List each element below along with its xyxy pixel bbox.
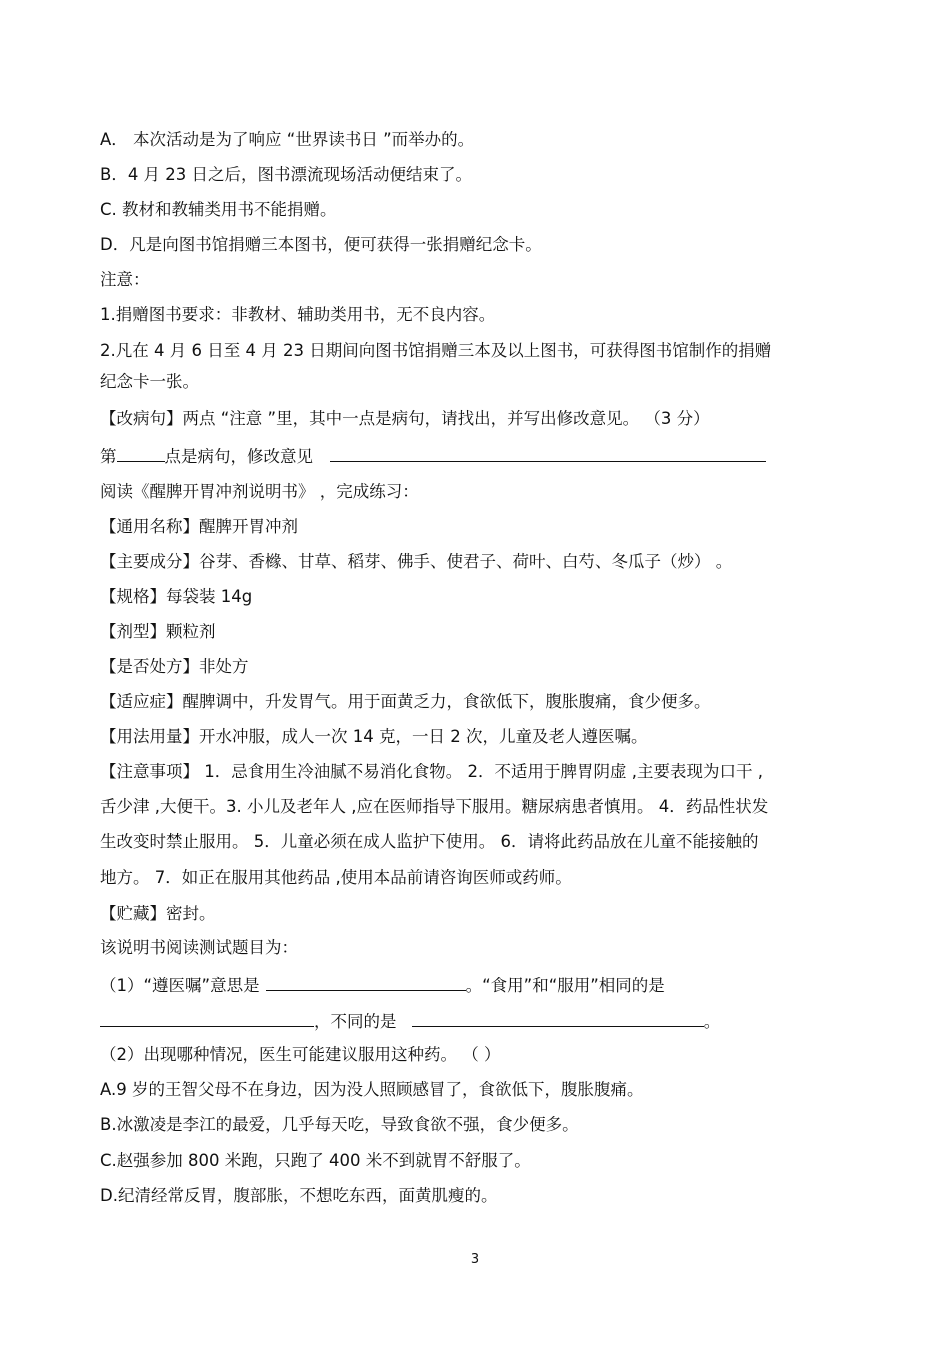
precautions-4: 地方。 7．如正在服用其他药品 ,使用本品前请咨询医师或药师。 [100, 868, 572, 887]
prescription-status: 【是否处方】非处方 [100, 657, 249, 676]
option-b: B．4 月 23 日之后，图书漂流现场活动便结束了。 [100, 165, 473, 184]
usage-dosage: 【用法用量】开水冲服，成人一次 14 克，一日 2 次，儿童及老人遵医嘱。 [100, 727, 648, 746]
question-2: （2）出现哪种情况，医生可能建议服用这种药。 （ ） [100, 1045, 501, 1064]
storage: 【贮藏】密封。 [100, 904, 216, 923]
blank-revision[interactable] [330, 443, 766, 462]
answer-prefix: 第 [100, 447, 117, 466]
blank-meaning[interactable] [266, 972, 466, 991]
notice-item-2: 2.凡在 4 月 6 日至 4 月 23 日期间向图书馆捐赠三本及以上图书，可获得图书馆制作的捐赠 [100, 341, 772, 360]
question-1-line-1 [100, 972, 860, 996]
generic-name: 【通用名称】醒脾开胃冲剂 [100, 517, 298, 536]
q1-part-b: 。“食用”和“服用”相同的是 [465, 976, 665, 995]
indications: 【适应症】醒脾调中，升发胃气。用于面黄乏力，食欲低下，腹胀腹痛，食少便多。 [100, 692, 711, 711]
answer-mid: 点是病句，修改意见 [164, 447, 313, 466]
option-c: C. 教材和教辅类用书不能捐赠。 [100, 200, 337, 219]
precautions-2: 舌少津 ,大便干。3. 小儿及老年人 ,应在医师指导下服用。糖尿病患者慎用。 4．药品性状发 [100, 797, 769, 816]
main-ingredients: 【主要成分】谷芽、香橼、甘草、稻芽、佛手、使君子、荷叶、白芍、冬瓜子（炒） 。 [100, 552, 733, 571]
precautions-1: 【注意事项】 1．忌食用生冷油腻不易消化食物。 2．不适用于脾胃阴虚 ,主要表现为口干 , [100, 762, 763, 781]
blank-different[interactable] [412, 1008, 704, 1027]
option-a: A． 本次活动是为了响应 “世界读书日 ”而举办的。 [100, 130, 475, 149]
q2-option-d: D.纪清经常反胃，腹部胀，不想吃东西，面黄肌瘦的。 [100, 1186, 498, 1205]
sentence-correction-question: 【改病句】两点 “注意 ”里，其中一点是病句，请找出，并写出修改意见。 （3 分） [100, 409, 710, 428]
blank-same[interactable] [100, 1008, 314, 1027]
notice-item-2-cont: 纪念卡一张。 [100, 372, 199, 391]
answer-line [100, 443, 860, 467]
notice-heading: 注意： [100, 270, 150, 289]
page-number: 3 [470, 1252, 480, 1267]
question-1-line-2 [100, 1008, 860, 1032]
dosage-form: 【剂型】颗粒剂 [100, 622, 216, 641]
precautions-3: 生改变时禁止服用。 5．儿童必须在成人监护下使用。 6．请将此药品放在儿童不能接触的 [100, 832, 759, 851]
reading-intro: 阅读《醒脾开胃冲剂说明书》 ，完成练习： [100, 482, 419, 501]
q2-option-c: C.赵强参加 800 米跑，只跑了 400 米不到就胃不舒服了。 [100, 1151, 531, 1170]
test-intro: 该说明书阅读测试题目为： [100, 938, 298, 957]
q2-option-a: A.9 岁的王智父母不在身边，因为没人照顾感冒了，食欲低下，腹胀腹痛。 [100, 1080, 644, 1099]
q1-part-c: ，不同的是 [314, 1012, 397, 1031]
q1-part-a: （1）“遵医嘱”意思是 [100, 976, 260, 995]
q1-part-d: 。 [703, 1012, 721, 1031]
option-d: D．凡是向图书馆捐赠三本图书，便可获得一张捐赠纪念卡。 [100, 235, 542, 254]
specification: 【规格】每袋装 14g [100, 587, 253, 606]
notice-item-1: 1.捐赠图书要求：非教材、辅助类用书，无不良内容。 [100, 305, 496, 324]
q2-option-b: B.冰激凌是李江的最爱，几乎每天吃，导致食欲不强，食少便多。 [100, 1115, 579, 1134]
blank-item-number[interactable] [117, 443, 165, 462]
